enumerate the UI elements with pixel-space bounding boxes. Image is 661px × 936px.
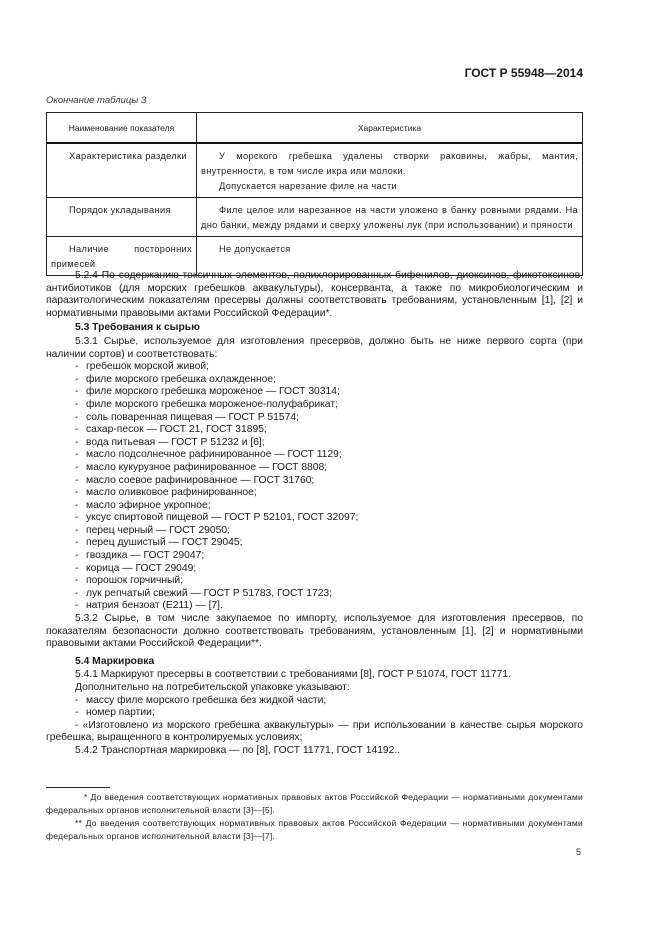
paragraph-5-4-1-additional: Дополнительно на потребительской упаковке указывают:: [75, 682, 350, 693]
table-row: [47, 198, 583, 237]
list-item: - гвоздика — ГОСТ 29047;: [75, 550, 205, 562]
list-item: - корица — ГОСТ 29049;: [75, 562, 197, 574]
row-name: Порядок укладывания: [69, 205, 171, 215]
list-item: - вода питьевая — ГОСТ Р 51232 и [6];: [75, 436, 265, 448]
list-item: - масло соевое рафинированное — ГОСТ 31760;: [75, 474, 315, 486]
table-header-row: [47, 113, 583, 144]
column-header-name: Наименование показателя: [47, 113, 197, 144]
list-item: - порошок горчичный;: [75, 575, 184, 587]
list-item: - филе морского гребешка мороженое-полуфабрикат;: [75, 398, 338, 410]
paragraph-5-4-1: 5.4.1 Маркируют пресервы в соответствии с требованиями [8], ГОСТ Р 51074, ГОСТ 11771.: [75, 669, 511, 681]
page-number: 5: [576, 847, 582, 857]
footnote-1: * До введения соответствующих нормативных правовых актов Российской Федерации — нормативными документами федеральных органов исполнительной власти [3]—[5].: [46, 792, 583, 815]
list-item: - соль поваренная пищевая — ГОСТ Р 51574;: [75, 411, 299, 423]
paragraph-5-3-1: 5.3.1 Сырье, используемое для изготовления пресервов, должно быть не ниже первого сорта (при наличии сортов) и соответствовать:: [46, 335, 583, 360]
paragraph-5-3-2: 5.3.2 Сырье, в том числе закупаемое по импорту, используемое для изготовления пресервов, по показателям безопасности должно соответствовать требованиям, установленным [1], [2] и нормативными правовыми актами Российской Федерации**.: [46, 613, 583, 650]
footnote-separator: [46, 787, 110, 788]
row-value: Не допускается: [219, 244, 291, 254]
list-item: - сахар-песок — ГОСТ 21, ГОСТ 31895;: [75, 424, 267, 436]
row-value: Филе целое или нарезанное на части уложено в банку ровными рядами. На дно банки, между рядами и сверху уложены лук (при использовании) и пряности: [201, 205, 578, 230]
list-item: - номер партии;: [75, 707, 155, 719]
footnote-2: ** До введения соответствующих нормативных правовых актов Российской Федерации — нормативными документами федеральных органов исполнительной власти [3]—[7].: [46, 818, 583, 841]
document-body: [46, 270, 583, 758]
list-item: - филе морского гребешка охлажденное;: [75, 373, 276, 385]
marking-list: [46, 695, 583, 720]
paragraph-5-2-4: 5.2.4 По содержанию токсичных элементов, полихлорированных бифенилов, диоксинов, фикотоксинов, антибиотиков (для морских гребешков аквакультуры), консерванта, а также по микробиологическим и паразитологическим показателям пресервы должны соответствовать требованиям, установленным [1], [2] и нормативными правовыми актами Российской Федерации*.: [46, 270, 583, 319]
list-item: - натрия бензоат (Е211) — [7].: [75, 600, 223, 612]
list-item: - филе морского гребешка мороженое — ГОСТ 30314;: [75, 386, 340, 398]
row-name: Наличие посторонних примесей: [51, 244, 192, 269]
column-header-characteristic: Характеристика: [197, 113, 583, 144]
table-caption: Окончание таблицы 3: [46, 95, 147, 106]
characteristics-table: [46, 112, 583, 276]
list-item: - масло подсолнечное рафинированное — ГОСТ 1129;: [75, 449, 342, 461]
heading-5-4: 5.4 Маркировка: [75, 655, 155, 667]
list-item: - перец душистый — ГОСТ 29045;: [75, 537, 243, 549]
list-item: - массу филе морского гребешка без жидкой части;: [75, 694, 327, 706]
list-item: - масло кукурузное рафинированное — ГОСТ 8808;: [75, 461, 328, 473]
paragraph-5-4-2: 5.4.2 Транспортная маркировка — по [8], ГОСТ 11771, ГОСТ 14192..: [75, 744, 401, 756]
list-item: - масло оливковое рафинированное;: [75, 487, 257, 499]
table-row: [47, 143, 583, 198]
raw-materials-list: [46, 361, 583, 613]
list-item-aquaculture: - «Изготовлено из морского гребешка аквакультуры» — при использовании в качестве сырья морского гребешка, выращенного в контролируемых условиях;: [46, 719, 583, 744]
row-value: У морского гребешка удалены створки раковины, жабры, мантия, внутренности, в том числе икра или молоки. Допускается нарезание филе на части: [201, 151, 578, 191]
list-item: - лук репчатый свежий — ГОСТ Р 51783, ГОСТ 1723;: [75, 587, 333, 599]
list-item: - гребешок морской живой;: [75, 361, 209, 373]
list-item: - уксус спиртовой пищевой — ГОСТ Р 52101, ГОСТ 32097;: [75, 512, 359, 524]
footnotes: [46, 791, 583, 843]
document-standard-header: ГОСТ Р 55948—2014: [464, 66, 583, 80]
list-item: - масло эфирное укропное;: [75, 499, 211, 511]
heading-5-3: 5.3 Требования к сырью: [75, 322, 200, 334]
list-item: - перец черный — ГОСТ 29050;: [75, 524, 230, 536]
row-name: Характеристика разделки: [69, 151, 187, 161]
